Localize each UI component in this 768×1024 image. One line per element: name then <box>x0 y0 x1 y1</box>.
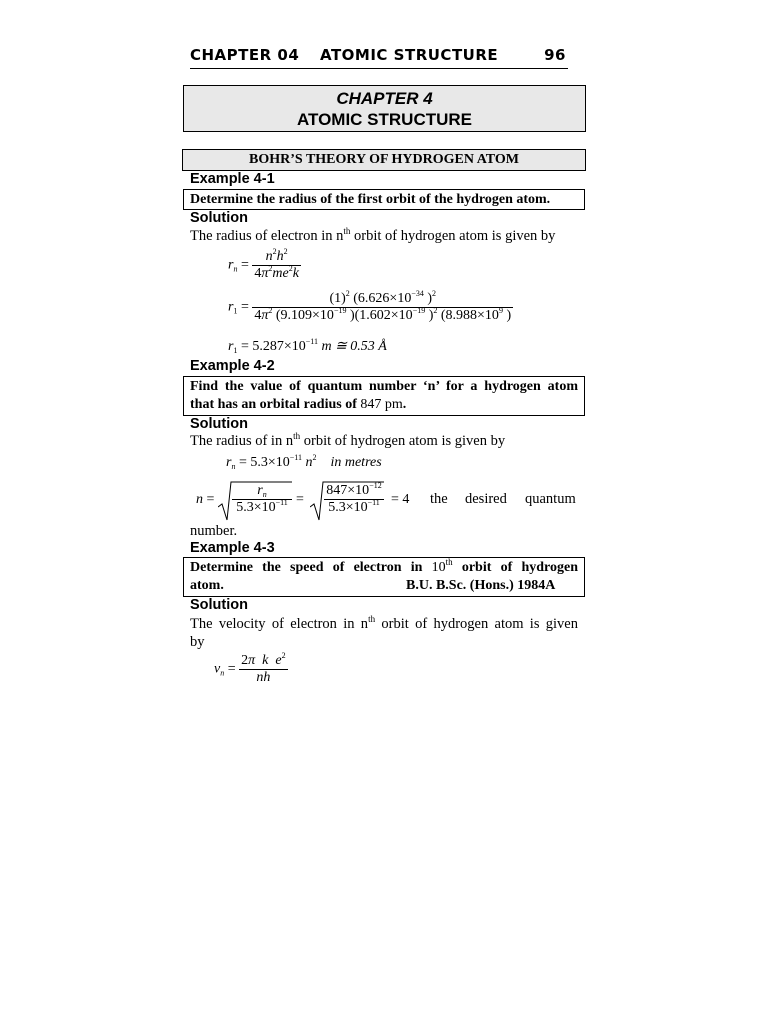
equation-radius-substitution: $r_1$ = $\frac{(1)^2 (6.626\times 10^{-34} )^2}{4\pi^2 (9.109\times 10^{-19} )(1.602\times 10^{-19} )^2 (8.988\times 10^9 )}$ <box>228 289 512 323</box>
equation-quantum-number: n = $\frac{r_n}{5.3\times 10^{-11}}$ = $\frac{847\times 10^{-12}}{5.3\times 10^{-11}}$ = 4 the desired quantum <box>196 480 580 522</box>
example-heading: Example 4-3 <box>190 540 275 556</box>
solution-text: number. <box>190 523 238 539</box>
example-question-line: Find the value of quantum number ‘n’ for a hydrogen atom <box>190 379 578 394</box>
solution-text: The velocity of electron in $n^{th}$ orbit of hydrogen atom is given by <box>190 614 578 650</box>
section-title: BOHR’S THEORY OF HYDROGEN ATOM <box>182 149 586 171</box>
solution-heading: Solution <box>190 210 248 226</box>
chapter-title-box <box>183 85 586 132</box>
equation-radius-general: $r_n$ = $\frac{n^2h^2}{4\pi^2me^2k}$ <box>228 247 299 281</box>
orbital-radius-value: 847 pm <box>360 397 403 412</box>
solution-text: The radius of electron in $n^{th}$ orbit of hydrogen atom is given by <box>190 226 556 244</box>
example-question-box <box>183 557 585 597</box>
chapter-number: CHAPTER 4 <box>336 89 433 108</box>
example-question-line: atom. B.U. B.Sc. (Hons.) 1984A <box>190 578 556 593</box>
solution-text: The radius of in $n^{th}$ orbit of hydrogen atom is given by <box>190 431 506 449</box>
exam-reference: B.U. B.Sc. (Hons.) 1984A <box>406 578 556 593</box>
chapter-title: ATOMIC STRUCTURE <box>296 110 473 129</box>
example-heading: Example 4-1 <box>190 171 275 187</box>
running-header-chapter: CHAPTER 04 <box>190 46 300 64</box>
page-number: 96 <box>544 46 566 64</box>
solution-heading: Solution <box>190 597 248 613</box>
equation-radius-simplified: $r_n = 5.3\times 10^{-11}$ $n^2$ in metres <box>226 453 382 471</box>
solution-heading: Solution <box>190 416 248 432</box>
example-question: Determine the radius of the first orbit of the hydrogen atom. <box>190 192 551 207</box>
running-header <box>190 46 568 69</box>
equation-radius-result: $r_1 = 5.287\times 10^{-11}$ m ≅ 0.53 Å <box>228 337 387 355</box>
example-heading: Example 4-2 <box>190 358 275 374</box>
example-question-box <box>183 189 585 210</box>
example-question-line: that has an orbital radius of 847 pm. <box>190 397 407 412</box>
example-question-line: Determine the speed of electron in 10th orbit of hydrogen <box>190 557 578 575</box>
example-question-box <box>183 376 585 416</box>
running-header-title: ATOMIC STRUCTURE <box>320 46 499 64</box>
equation-velocity: $v_n$ = $\frac{2\pi k e^2}{nh}$ <box>214 651 286 685</box>
